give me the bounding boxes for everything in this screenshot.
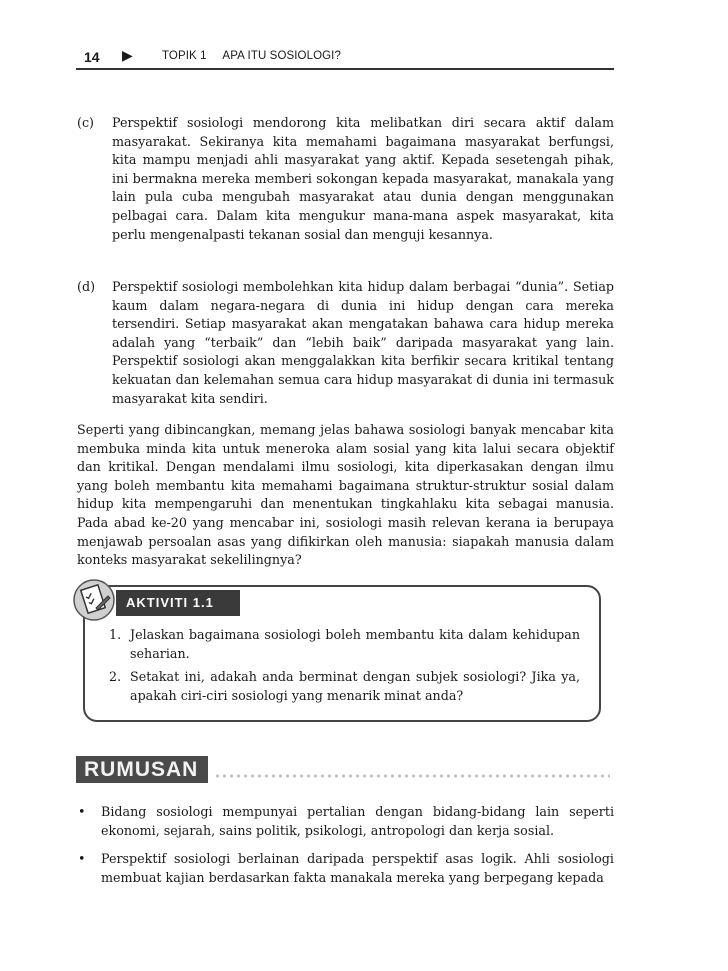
item-text-d: Perspektif sosiologi membolehkan kita hidup dalam berbagai “dunia”. Setiap kaum dalam negara-negara di dunia ini hidup dengan cara mereka tersendiri. Setiap masyarakat akan mengatakan bahawa cara hidup mereka adalah yang “terbaik” dan “lebih baik” daripada masyarakat yang lain. Perspektif sosiologi akan menggalakkan kita berfikir secara kritikal tentang kekuatan dan kelemahan semua cara hidup masyarakat di dunia ini termasuk masyarakat kita sendiri. [112, 279, 614, 406]
dotted-divider [214, 774, 610, 778]
activity-question: Jelaskan bagaimana sosiologi boleh membantu kita dalam kehidupan seharian. [130, 627, 580, 661]
summary-heading: RUMUSAN [76, 756, 208, 783]
item-label-d: (d) [77, 279, 96, 294]
summary-paragraph: Seperti yang dibincangkan, memang jelas bahawa sosiologi banyak mencabar kita membuka minda kita untuk meneroka alam sosial yang kita lalui secara objektif dan kritikal. Dengan mendalami ilmu sosiologi, kita diperkasakan dengan ilmu yang boleh membantu kita memahami bagaimana struktur-struktur sosial dalam hidup kita mempengaruhi dan menentukan tingkahlaku kita sebagai manusia. Pada abad ke-20 yang mencabar ini, sosiologi masih relevan kerana ia berupaya menjawab persoalan asas yang difikirkan oleh manusia: siapakah manusia dalam konteks masyarakat sekelilingnya? [77, 422, 614, 568]
running-title: TOPIK 1 APA ITU SOSIOLOGI? [162, 50, 341, 62]
summary-bullet: Bidang sosiologi mempunyai pertalian dengan bidang-bidang lain seperti ekonomi, sejarah, sains politik, psikologi, antropologi dan kerja sosial. [101, 804, 614, 838]
activity-question-number: 1. [109, 627, 122, 642]
item-text-c: Perspektif sosiologi mendorong kita melibatkan diri secara aktif dalam masyarakat. Sekiranya kita memahami bagaimana masyarakat berfungsi, kita mampu menjadi ahli masyarakat yang aktif. Kepada sesetengah pihak, ini bermakna mereka memberi sokongan kepada masyarakat, manakala yang lain pula cuba mengubah masyarakat atau dunia dengan menggunakan pelbagai cara. Dalam kita mengukur mana-mana aspek masyarakat, kita perlu mengenalpasti tekanan sosial dan menguji kesannya. [112, 115, 614, 242]
summary-bullet: Perspektif sosiologi berlainan daripada perspektif asas logik. Ahli sosiologi membuat kajian berdasarkan fakta manakala mereka yang berpegang kepada [101, 851, 614, 885]
item-label-c: (c) [77, 115, 95, 130]
page-number: 14 [84, 49, 100, 65]
activity-question: Setakat ini, adakah anda berminat dengan subjek sosiologi? Jika ya, apakah ciri-ciri sosiologi yang menarik minat anda? [130, 669, 580, 703]
activity-title: AKTIVITI 1.1 [116, 590, 240, 616]
right-triangle-icon: ▶ [122, 47, 133, 63]
bullet-icon: • [78, 851, 86, 866]
bullet-icon: • [78, 804, 86, 819]
activity-question-number: 2. [109, 669, 122, 684]
page-header [76, 46, 614, 70]
clipboard-checklist-icon [72, 578, 116, 622]
